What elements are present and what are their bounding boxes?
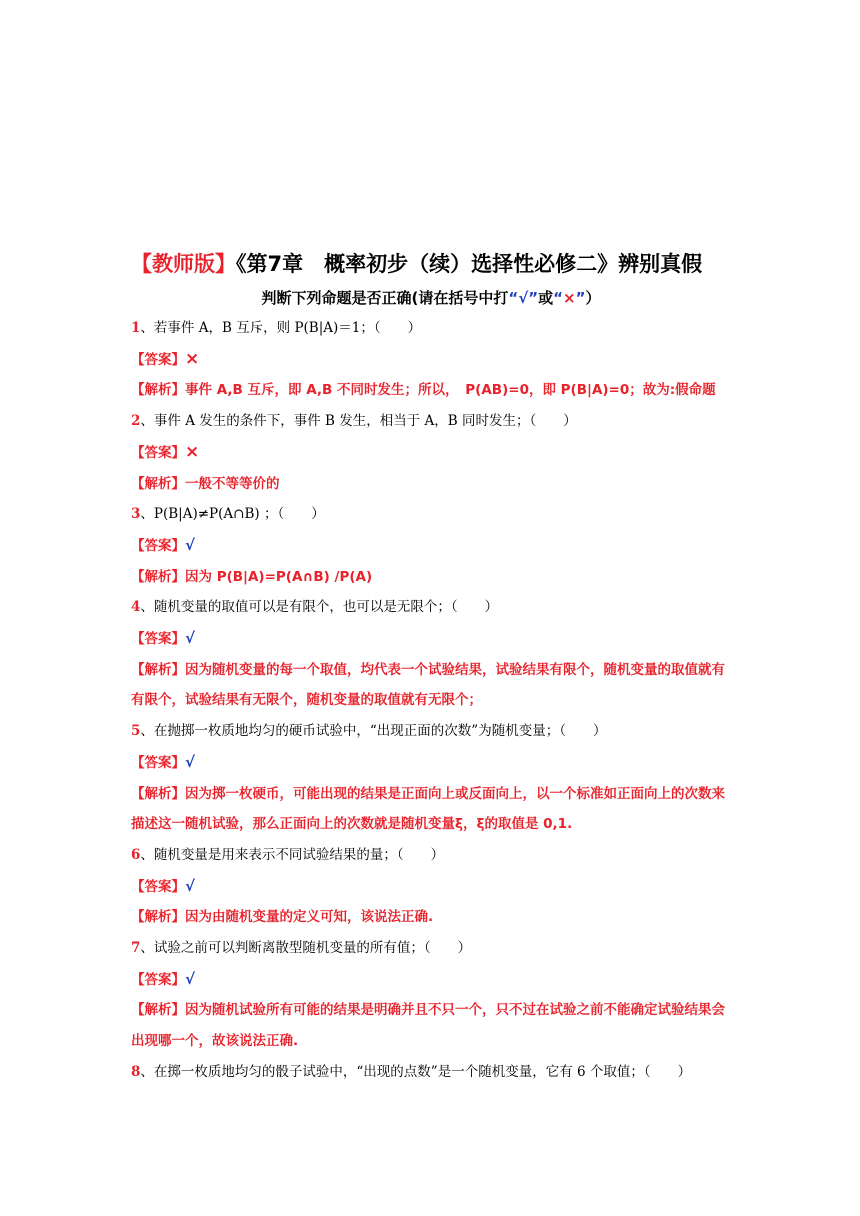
answer-2 (131, 437, 731, 469)
question-text: 、在抛掷一枚质地均匀的硬币试验中，“出现正面的次数”为随机变量；（ ） (140, 723, 607, 740)
question-text: 、随机变量是用来表示不同试验结果的量；（ ） (140, 846, 445, 863)
answer-label: 【答案】 (131, 878, 185, 895)
quote-close: ” (528, 289, 539, 307)
cross-mark-icon: × (563, 289, 576, 307)
question-text: 、在掷一枚质地均匀的骰子试验中，“出现的点数”是一个随机变量，它有 6 个取值；（ ） (140, 1063, 692, 1080)
question-7 (131, 933, 731, 964)
question-1 (131, 313, 731, 344)
question-number: 2 (131, 413, 141, 430)
explanation-7 (131, 995, 731, 1056)
explanation-text: 因为由随机变量的定义可知，该说法正确. (185, 909, 434, 926)
answer-5 (131, 747, 731, 779)
explanation-label: 【解析】 (131, 661, 185, 678)
answer-6 (131, 871, 731, 903)
explanation-5 (131, 779, 731, 840)
question-text: 、事件 A 发生的条件下，事件 B 发生，相当于 A，B 同时发生；（ ） (140, 413, 577, 430)
explanation-4 (131, 655, 731, 716)
answer-label: 【答案】 (131, 444, 185, 461)
explanation-text: 因为掷一枚硬币，可能出现的结果是正面向上或反面向上，以一个标准如正面向上的次数来描述这一随机试验，那么正面向上的次数就是随机变量ξ，ξ的取值是 0,1. (131, 785, 725, 833)
question-5 (131, 716, 731, 747)
explanation-text: 因为随机试验所有可能的结果是明确并且不只一个，只不过在试验之前不能确定试验结果会出现哪一个，故该说法正确. (131, 1002, 725, 1050)
explanation-text: 因为 P(B|A)=P(A∩B) /P(A) (185, 568, 373, 585)
instructions-text: 判断下列命题是否正确(请在括号中打 (261, 289, 509, 307)
title-tag: 【教师版】 (131, 252, 236, 276)
quote-open: “ (553, 289, 563, 307)
cross-mark-icon: × (185, 441, 200, 462)
quote-close: ” (575, 289, 586, 307)
instructions-end: ） (585, 289, 601, 307)
question-2 (131, 406, 731, 437)
explanation-label: 【解析】 (131, 382, 185, 399)
question-number: 4 (131, 599, 141, 616)
question-number: 8 (131, 1063, 141, 1080)
answer-label: 【答案】 (131, 351, 185, 368)
answer-label: 【答案】 (131, 537, 185, 554)
explanation-label: 【解析】 (131, 1002, 185, 1019)
check-mark-icon: √ (185, 969, 196, 988)
question-text: 、若事件 A，B 互斥，则 P(B|A)＝1；（ ） (140, 320, 422, 336)
explanation-text: 一般不等等价的 (185, 475, 280, 492)
document-title (131, 247, 731, 281)
question-3 (131, 499, 731, 530)
question-4 (131, 592, 731, 623)
question-text: 、随机变量的取值可以是有限个，也可以是无限个；（ ） (140, 599, 499, 616)
explanation-1 (131, 375, 731, 406)
explanation-label: 【解析】 (131, 909, 185, 926)
answer-4 (131, 623, 731, 655)
check-mark-icon: √ (185, 876, 196, 895)
check-mark-icon: √ (185, 752, 196, 771)
check-mark-icon: √ (518, 289, 529, 307)
document-page (131, 247, 731, 1088)
answer-label: 【答案】 (131, 631, 185, 648)
explanation-text: 事件 A,B 互斥，即 A,B 不同时发生；所以， P(AB)=0，即 P(B|A)=0；故为:假命题 (185, 382, 716, 399)
answer-3 (131, 530, 731, 562)
quote-open: “ (508, 289, 519, 307)
answer-1 (131, 344, 731, 376)
title-text: 《第7章 概率初步（续）选择性必修二》辨别真假 (236, 252, 703, 276)
explanation-label: 【解析】 (131, 785, 185, 802)
cross-mark-icon: × (185, 348, 200, 369)
check-mark-icon: √ (185, 535, 196, 554)
question-8 (131, 1057, 731, 1088)
question-6 (131, 840, 731, 871)
explanation-label: 【解析】 (131, 475, 185, 492)
explanation-text: 因为随机变量的每一个取值，均代表一个试验结果，试验结果有限个，随机变量的取值就有有限个，试验结果有无限个，随机变量的取值就有无限个； (131, 661, 725, 709)
explanation-label: 【解析】 (131, 568, 185, 585)
instructions (131, 285, 731, 311)
explanation-3 (131, 562, 731, 593)
explanation-6 (131, 902, 731, 933)
check-mark-icon: √ (185, 629, 196, 648)
instructions-or: 或 (538, 289, 554, 307)
question-number: 5 (131, 723, 141, 740)
explanation-2 (131, 469, 731, 500)
answer-label: 【答案】 (131, 971, 185, 988)
answer-7 (131, 964, 731, 996)
question-number: 3 (131, 506, 141, 523)
answer-label: 【答案】 (131, 754, 185, 771)
question-text: 、试验之前可以判断离散型随机变量的所有值；（ ） (140, 940, 472, 957)
question-text: 、P(B|A)≠P(A∩B) ；（ ） (140, 506, 325, 523)
question-number: 1 (131, 320, 141, 336)
question-number: 7 (131, 940, 141, 957)
question-number: 6 (131, 846, 141, 863)
